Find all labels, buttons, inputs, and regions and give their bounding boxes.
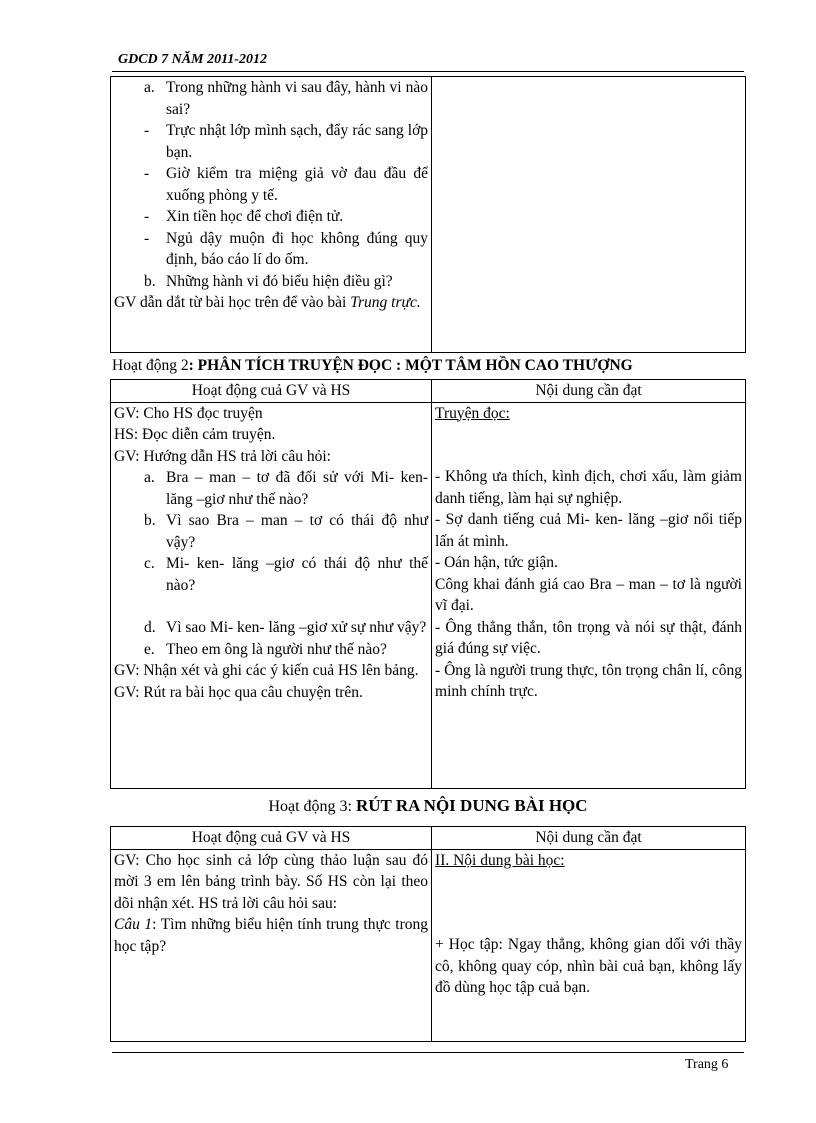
text-line: GV: Hướng dẫn HS trả lời câu hỏi:: [114, 447, 331, 465]
list-item: e. Theo em ông là người như thế nào?: [144, 640, 387, 658]
list-item: a. Bra – man – tơ đã đối sử với Mi- ken- lăng –giơ như thế nào?: [144, 469, 429, 508]
question-list: [114, 467, 428, 660]
activity2-table: [110, 379, 746, 789]
column-header: Hoạt động cuả GV và HS: [111, 827, 432, 850]
list-item: - Xin tiền học để chơi điện tử.: [144, 208, 344, 225]
column-header: Nội dung cần đạt: [432, 380, 746, 403]
list-item: c. Mi- ken- lăng –giơ có thái độ như thế nào?: [144, 555, 429, 594]
list-item: d. Vì sao Mi- ken- lăng –giơ xử sự như vậy?: [144, 619, 427, 636]
answer-item: - Oán hận, tức giận.: [435, 554, 558, 571]
page-header: GDCD 7 NĂM 2011-2012: [118, 52, 267, 67]
activity2-title: Hoạt động 2: PHÂN TÍCH TRUYỆN ĐỌC : MỘT TÂM HỒN CAO THƯỢNG: [112, 357, 633, 374]
list-item: - Giờ kiểm tra miệng giả vờ đau đầu để xuống phòng y tế.: [144, 165, 429, 204]
answer-item: + Học tập: Ngay thẳng, không gian dối với thầy cô, không quay cóp, nhìn bài cuả bạn, không lấy đồ dùng học tập cuả bạn.: [435, 936, 742, 996]
activity1-item-list: [114, 77, 428, 292]
list-item: a. Trong những hành vi sau đây, hành vi nào sai?: [144, 79, 429, 118]
list-item: b. Những hành vi đó biểu hiện điều gì?: [144, 272, 393, 290]
activity3-left-cell: [111, 849, 432, 1041]
text-line: GV: Nhận xét và ghi các ý kiến cuả HS lên bảng.: [114, 662, 419, 679]
activity1-table: [110, 76, 746, 353]
text-line: GV: Cho HS đọc truyện: [114, 404, 263, 422]
text-line: GV: Rút ra bài học qua câu chuyện trên.: [114, 683, 363, 701]
section-heading: II. Nội dung bài học:: [435, 851, 565, 869]
activity1-left-cell: [111, 77, 432, 353]
footer-rule: [112, 1052, 744, 1053]
answer-item: Công khai đánh giá cao Bra – man – tơ là người vĩ đại.: [435, 575, 742, 614]
activity3-title: Hoạt động 3: RÚT RA NỘI DUNG BÀI HỌC: [268, 796, 588, 815]
answer-item: - Sợ danh tiếng cuả Mi- ken- lăng –giơ nổi tiếp lấn át mình.: [435, 511, 742, 550]
column-header: Nội dung cần đạt: [432, 827, 746, 850]
text-line: HS: Đọc diễn cảm truyện.: [114, 426, 276, 443]
header-rule: [112, 71, 744, 72]
question-1: Câu 1: Tìm những biểu hiện tính trung thực trong học tập?: [114, 916, 429, 955]
activity3-table: [110, 826, 746, 1042]
activity1-right-cell: [432, 77, 746, 353]
page-number: Trang 6: [685, 1057, 729, 1072]
lesson-title: Trung trực.: [350, 294, 421, 311]
activity3-right-cell: [432, 849, 746, 1041]
list-item: - Trực nhật lớp mình sạch, đẩy rác sang lớp bạn.: [144, 122, 429, 161]
activity1-closing: GV dẫn dắt từ bài học trên để vào bài Trung trực.: [114, 294, 421, 311]
answer-item: - Không ưa thích, kình địch, chơi xấu, làm giảm danh tiếng, làm hại sự nghiệp.: [435, 468, 742, 507]
list-item: - Ngủ dậy muộn đi học không đúng quy định, báo cáo lí do ốm.: [144, 229, 429, 268]
section-heading: Truyện đọc:: [435, 404, 510, 422]
list-item: b. Vì sao Bra – man – tơ có thái độ như vậy?: [144, 512, 429, 551]
column-header: Hoạt động cuả GV và HS: [111, 380, 432, 403]
activity2-right-cell: [432, 402, 746, 788]
answer-item: - Ông thẳng thắn, tôn trọng và nói sự thật, đánh giá đúng sự việc.: [435, 618, 742, 657]
answer-item: - Ông là người trung thực, tôn trọng chân lí, công minh chính trực.: [435, 661, 742, 700]
text-line: GV: Cho học sinh cả lớp cùng thảo luận sau đó mời 3 em lên bảng trình bày. Số HS còn lại theo dõi nhận xét. HS trả lời câu hỏi sau:: [114, 851, 429, 912]
activity2-left-cell: [111, 402, 432, 788]
